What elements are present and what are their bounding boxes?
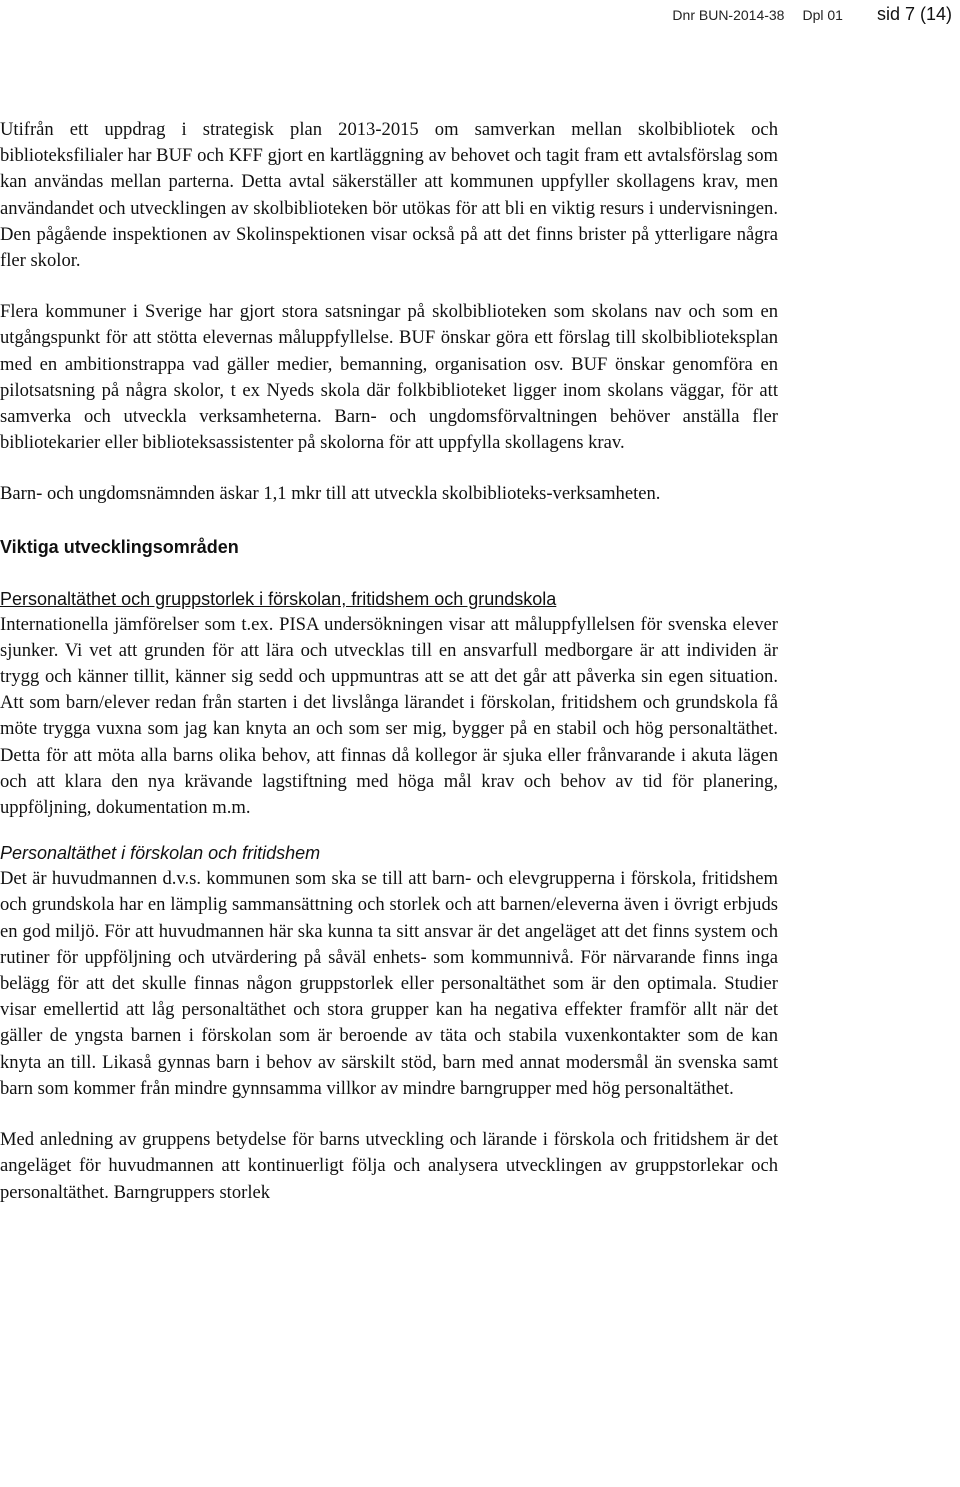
document-reference: Dnr BUN-2014-38 <box>672 7 785 23</box>
paragraph-preschool: Det är huvudmannen d.v.s. kommunen som ska se till att barn- och elevgrupperna i förskola, fritidshem och grundskola har en lämplig sammansättning och storlek och att barnen/eleverna även i övrigt erbjuds en god miljö. För att huvudmannen här ska kunna ta sitt ansvar är det angeläget att det finns system och rutiner för uppföljning och utvärdering på såväl enhets- som kommunnivå. För närvarande finns inga belägg för att det skulle finnas någon gruppstorlek eller personaltäthet som är den optimala. Studier visar emellertid att låg personaltäthet och stora grupper kan ha negativa effekter framför allt när det gäller de yngsta barnen i förskolan som är beroende av täta och stabila vuxenkontakter som de kan knyta an till. Likaså gynnas barn i behov av särskilt stöd, barn med annat modersmål än svenska samt barn som kommer från mindre gynnsamma villkor av mindre barngrupper med hög personaltäthet. <box>0 868 778 1099</box>
paragraph-municipalities-investments: Flera kommuner i Sverige har gjort stora satsningar på skolbiblioteken som skolans nav och som en utgångspunkt för att stötta elevernas måluppfyllelse. BUF önskar göra ett förslag till skolbiblioteksplan med en ambitionstrappa vad gäller medier, bemanning, organisation osv. BUF önskar genomföra en pilotsatsning på några skolor, t ex Nyeds skola där folkbiblioteket ligger inom skolans väggar, för att samverka och utveckla verksamheterna. Barn- och ungdomsförvaltningen behöver anställa fler bibliotekarier eller biblioteksassistenter på skolorna för att uppfylla skollagens krav. <box>0 301 778 454</box>
document-dpl: Dpl 01 <box>802 7 843 23</box>
page-header <box>672 4 952 25</box>
paragraph-school-library-agreement: Utifrån ett uppdrag i strategisk plan 2013-2015 om samverkan mellan skolbibliotek och biblioteksfilialer har BUF och KFF gjort en kartläggning av behovet och tagit fram ett avtalsförslag som kan användas mellan parterna. Detta avtal säkerställer att kommunen uppfyller skollagens krav, men användandet och utvecklingen av skolbiblioteken bör utökas för att bli en viktig resurs i undervisningen. Den pågående inspektionen av Skolinspektionen visar också på att det finns brister på ytterligare några fler skolor. <box>0 119 778 272</box>
page-number: sid 7 (14) <box>876 4 952 24</box>
paragraph-group-size: Med anledning av gruppens betydelse för barns utveckling och lärande i förskola och fritidshem är det angeläget för huvudmannen att kontinuerligt följa och analysera utvecklingen av gruppstorlekar och personaltäthet. Barngruppers storlek <box>0 1129 778 1203</box>
document-body <box>0 117 778 1206</box>
section-heading: Viktiga utvecklingsområden <box>0 536 239 557</box>
paragraph-staffing: Internationella jämförelser som t.ex. PISA undersökningen visar att måluppfyllelsen för svenska elever sjunker. Vi vet att grunden för att lära och utvecklas till en ansvarfull medborgare är att individen är trygg och känner tillit, känner sig sedd och uppmuntras att se att det går att påverka sin egen situation. Att som barn/elever redan från starten i det livslånga lärandet i förskolan, fritidshem och grundskola få möte trygga vuxna som jag kan knyta an och som ser mig, bygger på en stabil och hög personaltäthet. Detta för att möta alla barns olika behov, att finnas då kollegor är sjuka eller frånvarande i akuta lägen och att klara den nya krävande lagstiftning med höga mål krav och behov av tid för planering, uppföljning, dokumentation m.m. <box>0 613 778 819</box>
subsection-heading-staffing: Personaltäthet och gruppstorlek i förskolan, fritidshem och grundskola <box>0 588 557 609</box>
paragraph-budget-request: Barn- och ungdomsnämnden äskar 1,1 mkr till att utveckla skolbiblioteks-verksamheten. <box>0 483 661 505</box>
subsection-heading-preschool: Personaltäthet i förskolan och fritidshem <box>0 843 321 864</box>
